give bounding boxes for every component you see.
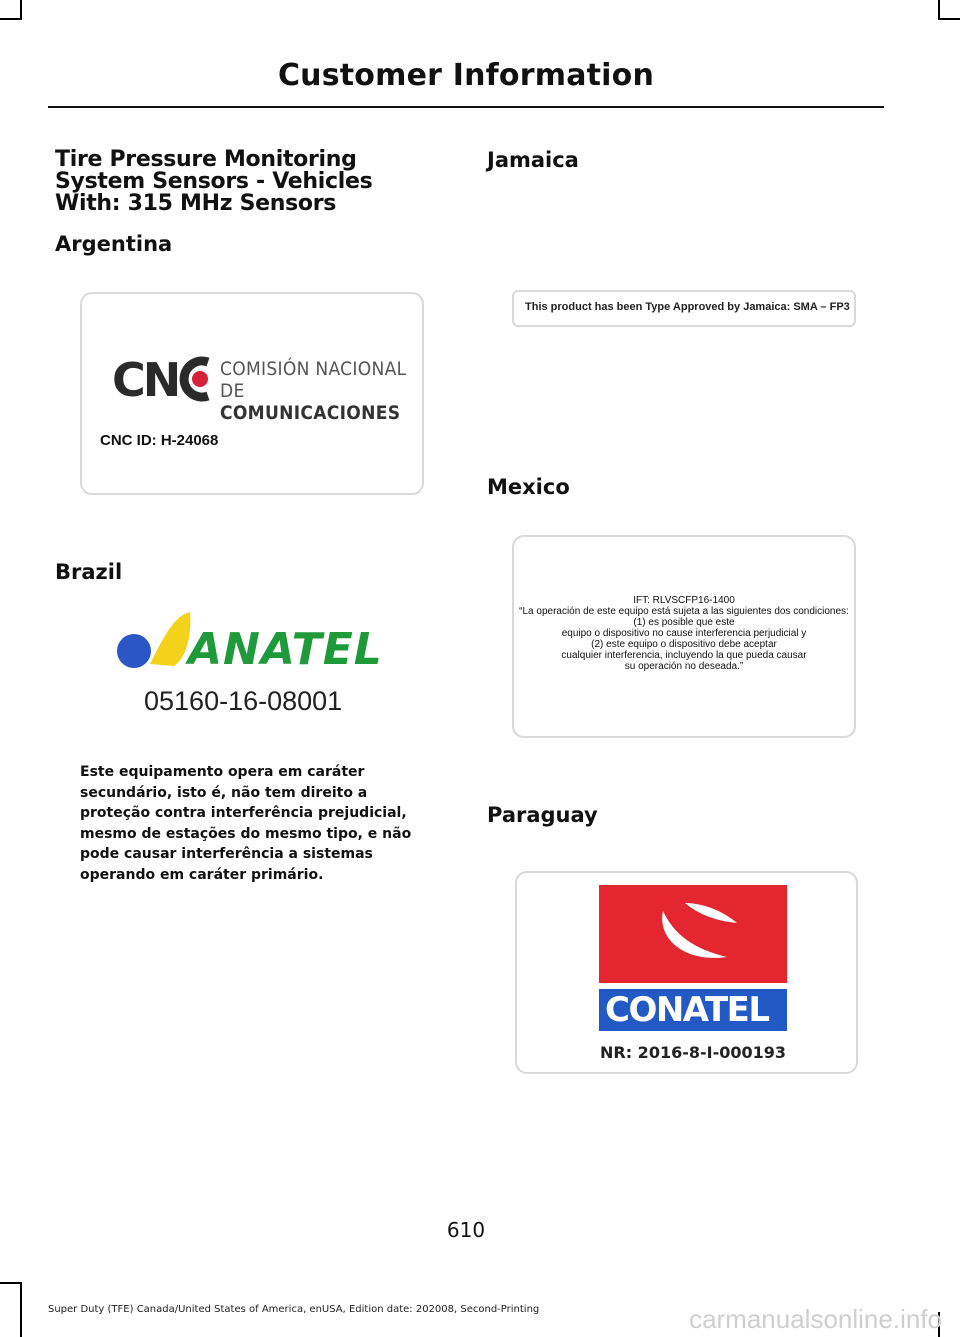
conatel-logo-blue-box: [599, 989, 787, 1031]
conatel-logo-text: CONATEL: [605, 990, 769, 1030]
conatel-logo-red-box: [599, 885, 787, 983]
footer-text: Super Duty (TFE) Canada/United States of America, enUSA, Edition date: 202008, Second-Printing: [48, 1304, 540, 1315]
svg-text:CN: CN: [112, 354, 179, 404]
cnc-logo-line2-de: DE: [220, 380, 245, 402]
mexico-line: IFT: RLVSCFP16-1400: [633, 595, 735, 606]
heading-brazil: Brazil: [55, 560, 123, 584]
paraguay-conatel-label: [515, 871, 858, 1074]
brazil-anatel-label: [72, 600, 428, 883]
crop-mark: [20, 0, 22, 18]
crop-mark: [938, 0, 940, 18]
cnc-logo-line2-comunicaciones: COMUNICACIONES: [220, 402, 401, 424]
cnc-id: CNC ID: H-24068: [100, 432, 219, 449]
heading-paraguay: Paraguay: [487, 803, 598, 827]
title-divider: [48, 106, 884, 108]
anatel-logo-text: ANATEL: [188, 624, 383, 675]
anatel-logo-mark: [112, 606, 192, 668]
crop-mark: [938, 18, 960, 20]
mexico-line: (1) es posible que este: [633, 617, 735, 628]
crop-mark: [0, 18, 22, 20]
cnc-logo-line1: COMISIÓN NACIONAL: [220, 358, 407, 380]
anatel-statement: Este equipamento opera em caráter secundário, isto é, não tem direito a proteção contra interferência prejudicial, mesmo de estações do mesmo tipo, e não pode causar interferência a sistemas operando em caráter primário.: [80, 764, 412, 883]
mexico-label: [512, 535, 856, 738]
mexico-line: (2) este equipo o dispositivo debe aceptar: [591, 639, 777, 650]
mexico-line: su operación no deseada.”: [624, 661, 744, 672]
cnc-logo-mark: [112, 354, 222, 404]
crop-mark: [0, 1282, 22, 1284]
heading-mexico: Mexico: [487, 475, 570, 499]
heading-jamaica: Jamaica: [487, 148, 579, 172]
mexico-line: cualquier interferencia, incluyendo la que pueda causar: [561, 650, 807, 661]
cnc-logo: [112, 354, 412, 424]
section-title: Tire Pressure Monitoring System Sensors - Vehicles With: 315 MHz Sensors: [55, 147, 373, 216]
page-number: 610: [446, 1218, 486, 1242]
conatel-nr: NR: 2016-8-I-000193: [600, 1043, 787, 1062]
mexico-ift-text: [514, 595, 854, 672]
anatel-number: 05160-16-08001: [144, 686, 343, 716]
watermark: carmanualsonline.info: [689, 1304, 942, 1334]
heading-argentina: Argentina: [55, 232, 173, 256]
cnc-logo-line2: [220, 380, 412, 424]
mexico-line: equipo o dispositivo no cause interferencia perjudicial y: [561, 628, 807, 639]
crop-mark: [20, 1282, 22, 1337]
jamaica-approval-text: This product has been Type Approved by Jamaica: SMA – FP3: [525, 301, 850, 313]
conatel-logo-mark: [599, 885, 787, 983]
argentina-cnc-label: [80, 292, 424, 495]
jamaica-label: [512, 290, 856, 327]
page-title: Customer Information: [277, 58, 655, 93]
mexico-line: “La operación de este equipo está sujeta a las siguientes dos condiciones:: [519, 606, 849, 617]
